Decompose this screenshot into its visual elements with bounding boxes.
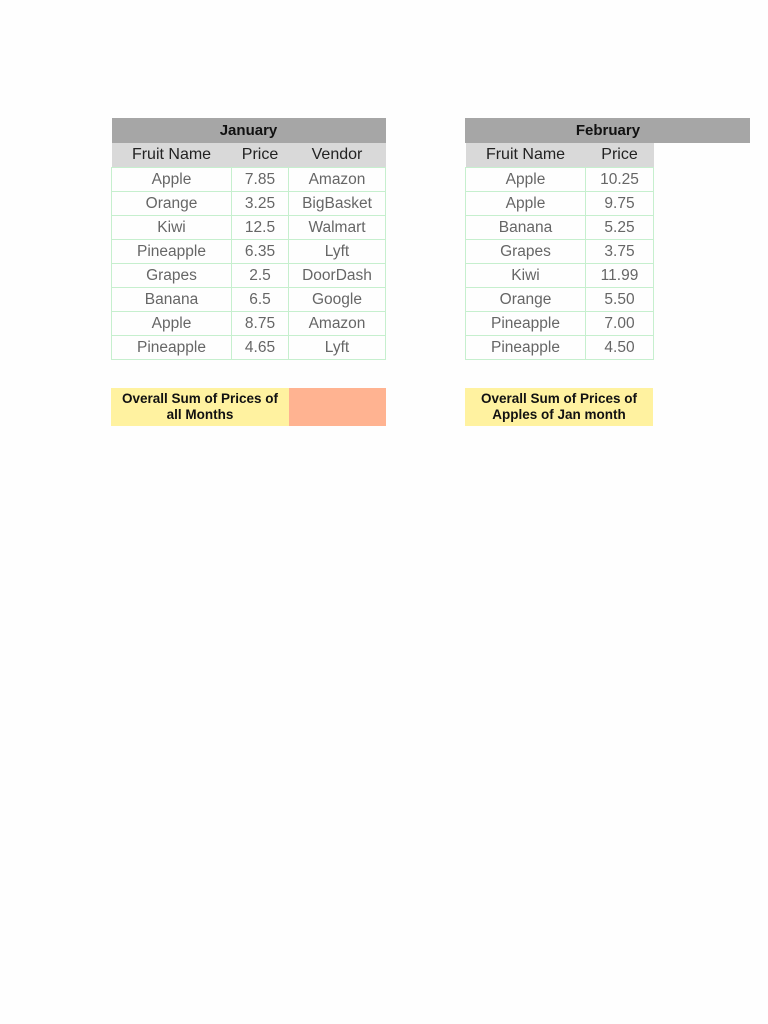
table-row bbox=[466, 216, 654, 240]
fruit-cell[interactable]: Apple bbox=[466, 192, 586, 216]
table-row bbox=[466, 240, 654, 264]
table-row bbox=[466, 168, 654, 192]
vendor-cell[interactable]: BigBasket bbox=[289, 192, 386, 216]
price-cell[interactable]: 7.85 bbox=[232, 168, 289, 192]
table-row bbox=[112, 192, 386, 216]
table-row bbox=[466, 336, 654, 360]
table-row bbox=[466, 192, 654, 216]
vendor-cell[interactable]: Walmart bbox=[289, 216, 386, 240]
fruit-cell[interactable]: Pineapple bbox=[112, 336, 232, 360]
january-table bbox=[111, 118, 386, 360]
fruit-cell[interactable]: Kiwi bbox=[112, 216, 232, 240]
january-title[interactable]: January bbox=[112, 118, 386, 143]
february-title[interactable]: February bbox=[575, 122, 641, 139]
table-row bbox=[112, 216, 386, 240]
fruit-cell[interactable]: Banana bbox=[466, 216, 586, 240]
apples-sum-label[interactable]: Overall Sum of Prices of Apples of Jan month bbox=[465, 388, 653, 426]
column-header-fruit-name[interactable]: Fruit Name bbox=[112, 143, 232, 168]
price-cell[interactable]: 10.25 bbox=[586, 168, 654, 192]
price-cell[interactable]: 5.50 bbox=[586, 288, 654, 312]
price-cell[interactable]: 9.75 bbox=[586, 192, 654, 216]
fruit-cell[interactable]: Apple bbox=[112, 168, 232, 192]
vendor-cell[interactable]: Lyft bbox=[289, 336, 386, 360]
price-cell[interactable]: 8.75 bbox=[232, 312, 289, 336]
vendor-cell[interactable]: Lyft bbox=[289, 240, 386, 264]
vendor-cell[interactable]: Google bbox=[289, 288, 386, 312]
fruit-cell[interactable]: Pineapple bbox=[466, 336, 586, 360]
table-row bbox=[466, 264, 654, 288]
overall-sum-label[interactable]: Overall Sum of Prices of all Months bbox=[111, 388, 289, 426]
column-header-price[interactable]: Price bbox=[586, 143, 654, 168]
price-cell[interactable]: 11.99 bbox=[586, 264, 654, 288]
fruit-cell[interactable]: Apple bbox=[112, 312, 232, 336]
price-cell[interactable]: 12.5 bbox=[232, 216, 289, 240]
fruit-cell[interactable]: Grapes bbox=[466, 240, 586, 264]
table-row bbox=[112, 312, 386, 336]
table-row bbox=[112, 240, 386, 264]
column-header-fruit-name[interactable]: Fruit Name bbox=[466, 143, 586, 168]
table-row bbox=[112, 336, 386, 360]
fruit-cell[interactable]: Banana bbox=[112, 288, 232, 312]
price-cell[interactable]: 6.5 bbox=[232, 288, 289, 312]
fruit-cell[interactable]: Apple bbox=[466, 168, 586, 192]
fruit-cell[interactable]: Grapes bbox=[112, 264, 232, 288]
table-row bbox=[466, 312, 654, 336]
price-cell[interactable]: 4.50 bbox=[586, 336, 654, 360]
vendor-cell[interactable]: Amazon bbox=[289, 168, 386, 192]
table-row bbox=[112, 288, 386, 312]
vendor-cell[interactable]: Amazon bbox=[289, 312, 386, 336]
fruit-cell[interactable]: Pineapple bbox=[112, 240, 232, 264]
column-header-price[interactable]: Price bbox=[232, 143, 289, 168]
table-row bbox=[112, 264, 386, 288]
fruit-cell[interactable]: Kiwi bbox=[466, 264, 586, 288]
column-header-vendor[interactable]: Vendor bbox=[289, 143, 386, 168]
price-cell[interactable]: 3.25 bbox=[232, 192, 289, 216]
price-cell[interactable]: 3.75 bbox=[586, 240, 654, 264]
fruit-cell[interactable]: Orange bbox=[466, 288, 586, 312]
price-cell[interactable]: 5.25 bbox=[586, 216, 654, 240]
fruit-cell[interactable]: Orange bbox=[112, 192, 232, 216]
february-table bbox=[465, 118, 654, 360]
price-cell[interactable]: 4.65 bbox=[232, 336, 289, 360]
price-cell[interactable]: 6.35 bbox=[232, 240, 289, 264]
price-cell[interactable]: 2.5 bbox=[232, 264, 289, 288]
table-row bbox=[466, 288, 654, 312]
table-row bbox=[112, 168, 386, 192]
vendor-cell[interactable]: DoorDash bbox=[289, 264, 386, 288]
price-cell[interactable]: 7.00 bbox=[586, 312, 654, 336]
fruit-cell[interactable]: Pineapple bbox=[466, 312, 586, 336]
overall-sum-value-cell[interactable] bbox=[289, 388, 386, 426]
